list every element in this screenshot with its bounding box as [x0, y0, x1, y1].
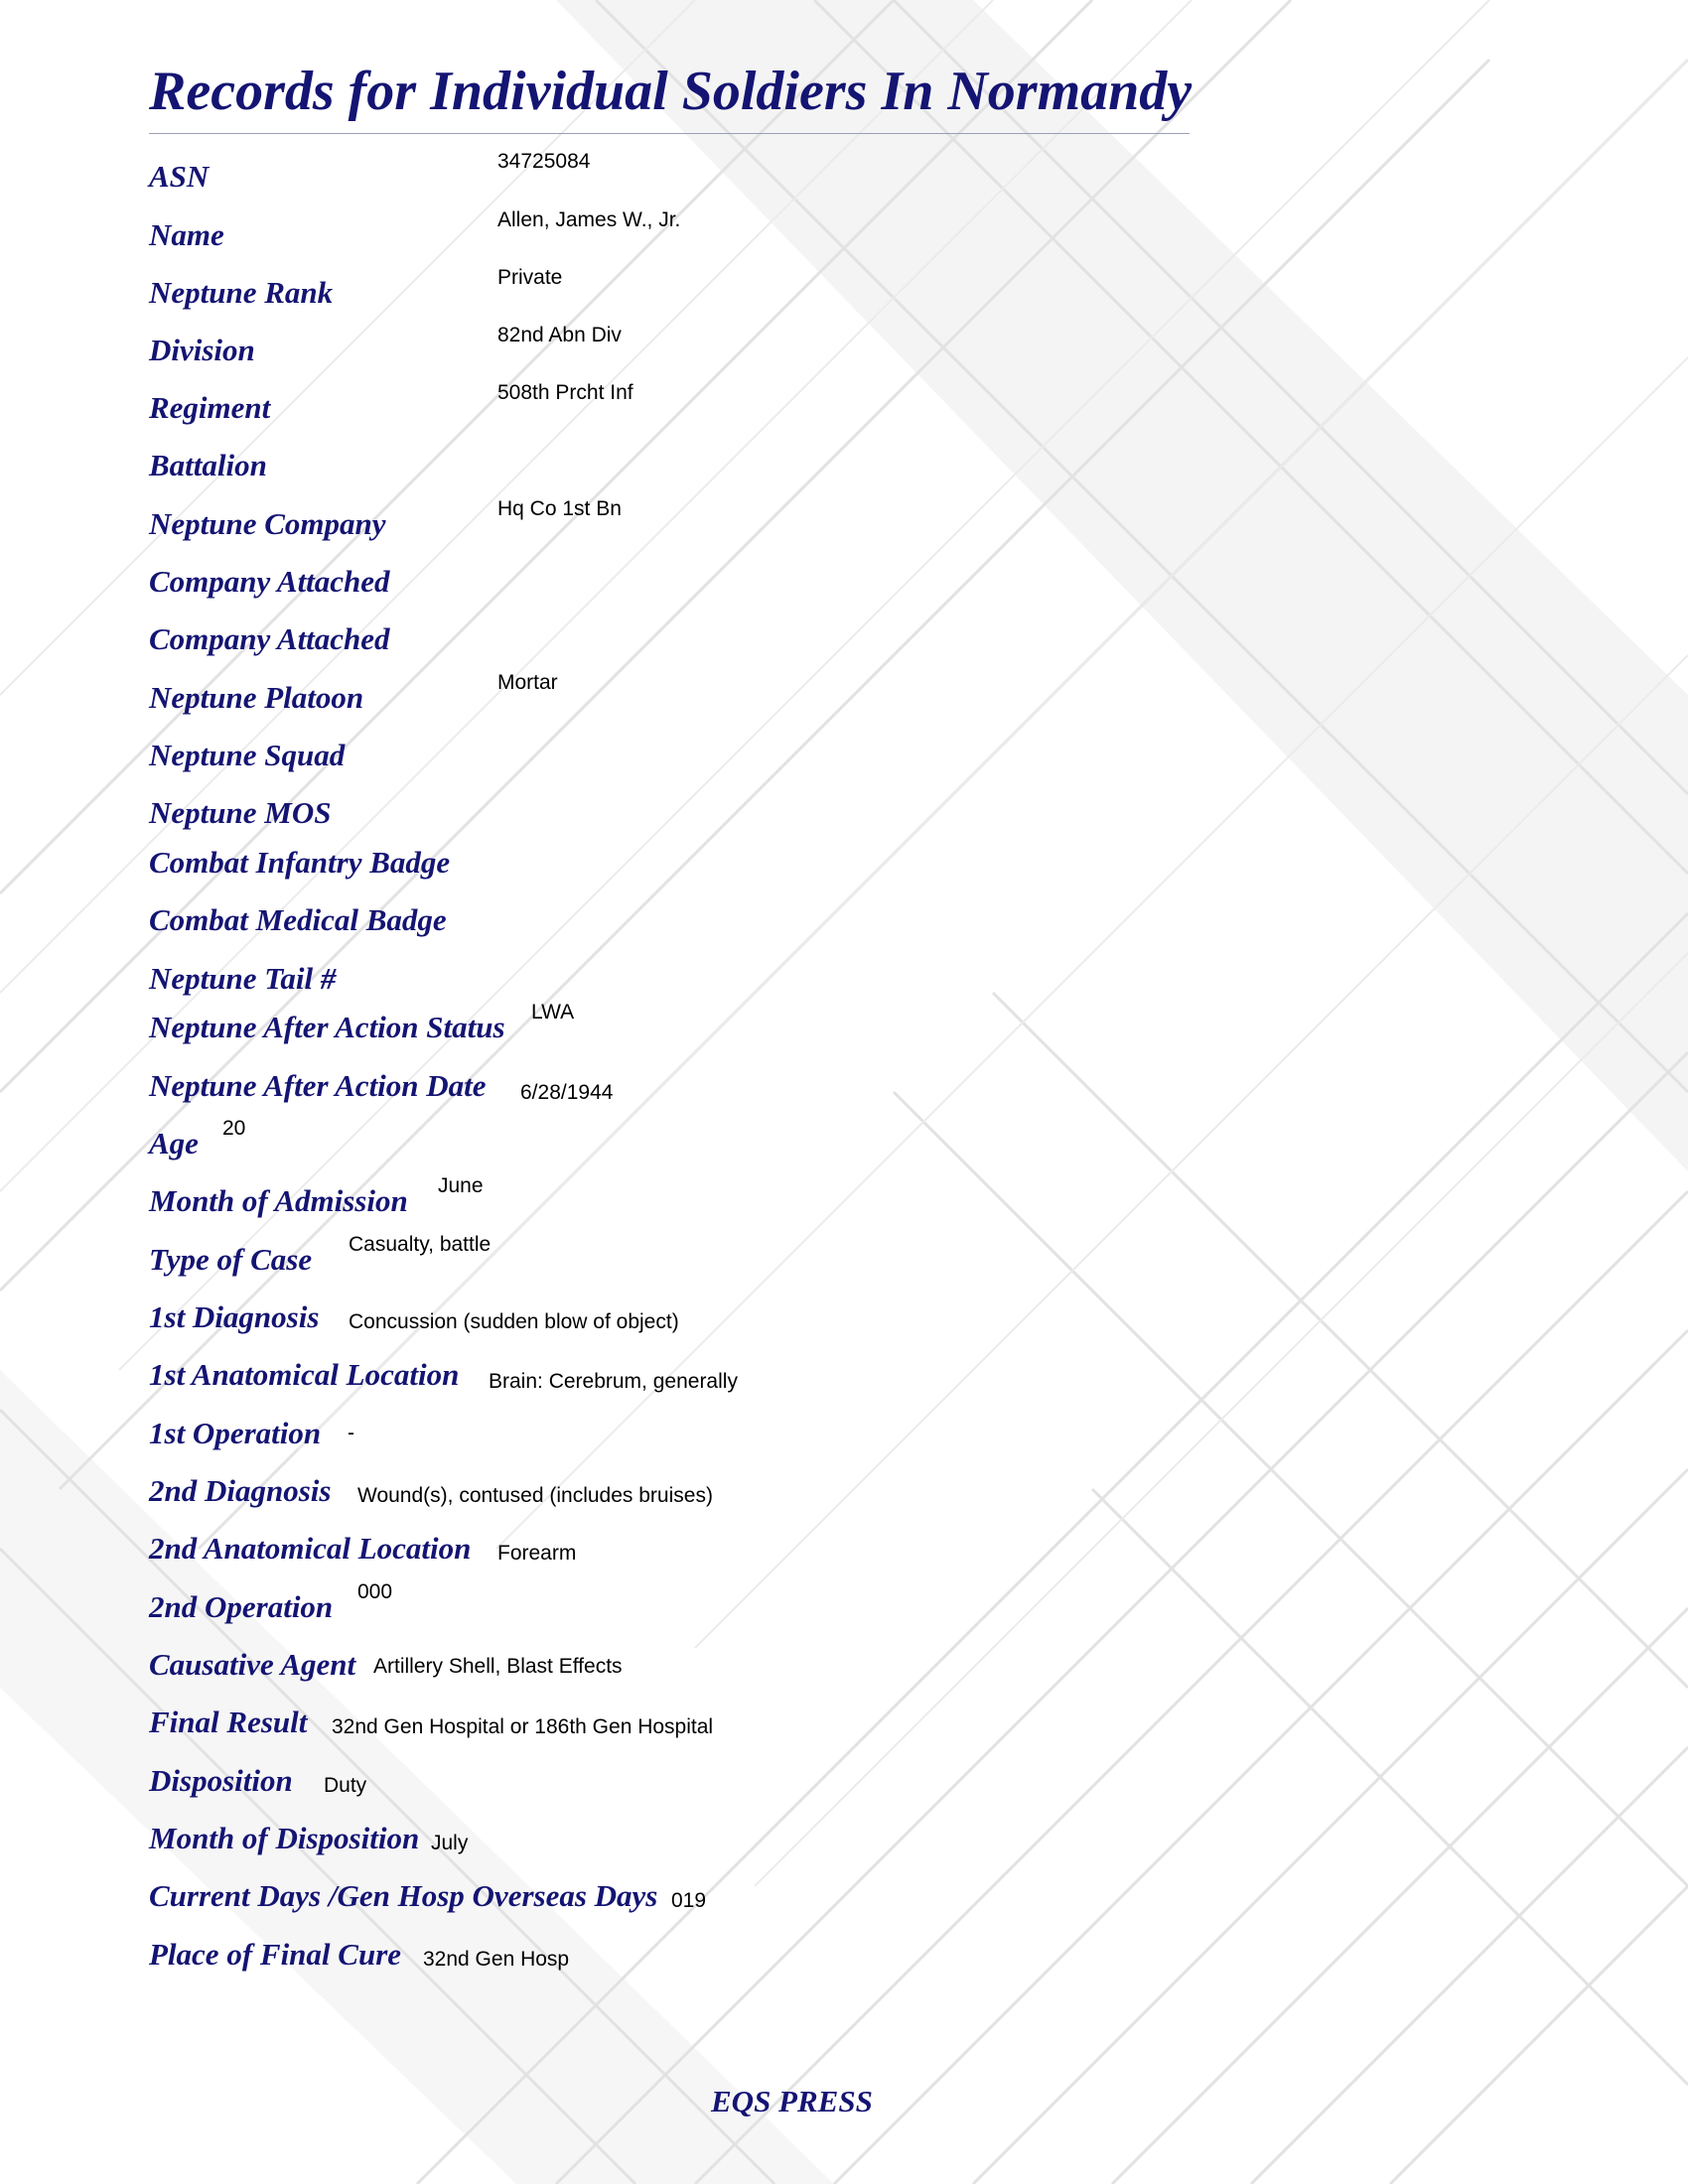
- page-title: Records for Individual Soldiers In Normandy: [149, 61, 1193, 122]
- field-value: LWA: [531, 1001, 575, 1024]
- field-label: Neptune MOS: [149, 795, 332, 830]
- field-value: Wound(s), contused (includes bruises): [357, 1484, 713, 1507]
- field-label: Company Attached: [149, 621, 390, 656]
- field-label: Type of Case: [149, 1242, 313, 1277]
- field-label: Neptune Rank: [149, 275, 334, 310]
- field-value: Mortar: [497, 671, 558, 694]
- field-label: Neptune After Action Status: [149, 1010, 505, 1044]
- title-underline: [149, 133, 1190, 134]
- field-label: ASN: [149, 159, 210, 194]
- field-value: 508th Prcht Inf: [497, 381, 633, 404]
- field-value: Forearm: [497, 1542, 577, 1565]
- field-label: 2nd Diagnosis: [149, 1473, 332, 1508]
- field-label: 1st Anatomical Location: [149, 1357, 460, 1392]
- field-label: Neptune After Action Date: [149, 1068, 487, 1103]
- field-label: Age: [149, 1126, 199, 1160]
- field-value: 6/28/1944: [520, 1081, 614, 1104]
- field-value: 82nd Abn Div: [497, 324, 622, 346]
- field-label: Month of Admission: [149, 1183, 408, 1218]
- field-value: June: [438, 1174, 484, 1197]
- field-value: 019: [671, 1889, 707, 1912]
- field-label: Combat Infantry Badge: [149, 845, 451, 880]
- field-label: Neptune Tail #: [149, 961, 337, 996]
- field-value: Private: [497, 266, 563, 289]
- field-label: Current Days /Gen Hosp Overseas Days: [149, 1878, 658, 1913]
- field-label: Causative Agent: [149, 1647, 356, 1682]
- field-label: Neptune Company: [149, 506, 386, 541]
- field-value: 32nd Gen Hosp: [423, 1948, 570, 1971]
- field-label: Disposition: [149, 1763, 293, 1798]
- field-label: Name: [149, 217, 224, 252]
- field-value: 20: [222, 1117, 246, 1140]
- field-value: 34725084: [497, 150, 591, 173]
- field-label: Combat Medical Badge: [149, 902, 447, 937]
- field-value: Concussion (sudden blow of object): [349, 1310, 679, 1333]
- publisher-footer: EQS PRESS: [711, 2084, 873, 2118]
- field-label: 2nd Operation: [149, 1589, 334, 1624]
- field-label: Company Attached: [149, 564, 390, 599]
- field-label: Battalion: [149, 448, 267, 482]
- field-label: Neptune Squad: [149, 738, 346, 772]
- field-value: July: [431, 1832, 469, 1854]
- field-value: Duty: [324, 1774, 367, 1797]
- field-value: -: [348, 1422, 354, 1444]
- field-label: 2nd Anatomical Location: [149, 1531, 472, 1566]
- field-value: Brain: Cerebrum, generally: [489, 1370, 738, 1393]
- field-label: 1st Diagnosis: [149, 1299, 320, 1334]
- field-label: 1st Operation: [149, 1416, 322, 1450]
- field-value: Hq Co 1st Bn: [497, 497, 622, 520]
- field-value: 000: [357, 1580, 393, 1603]
- field-label: Place of Final Cure: [149, 1937, 402, 1972]
- field-label: Month of Disposition: [149, 1821, 420, 1855]
- field-value: Allen, James W., Jr.: [497, 208, 681, 231]
- field-value: Casualty, battle: [349, 1233, 492, 1256]
- field-label: Regiment: [149, 390, 271, 425]
- field-value: Artillery Shell, Blast Effects: [373, 1655, 623, 1678]
- field-value: 32nd Gen Hospital or 186th Gen Hospital: [332, 1715, 714, 1738]
- field-label: Final Result: [149, 1705, 308, 1739]
- field-label: Division: [149, 333, 255, 367]
- field-label: Neptune Platoon: [149, 680, 364, 715]
